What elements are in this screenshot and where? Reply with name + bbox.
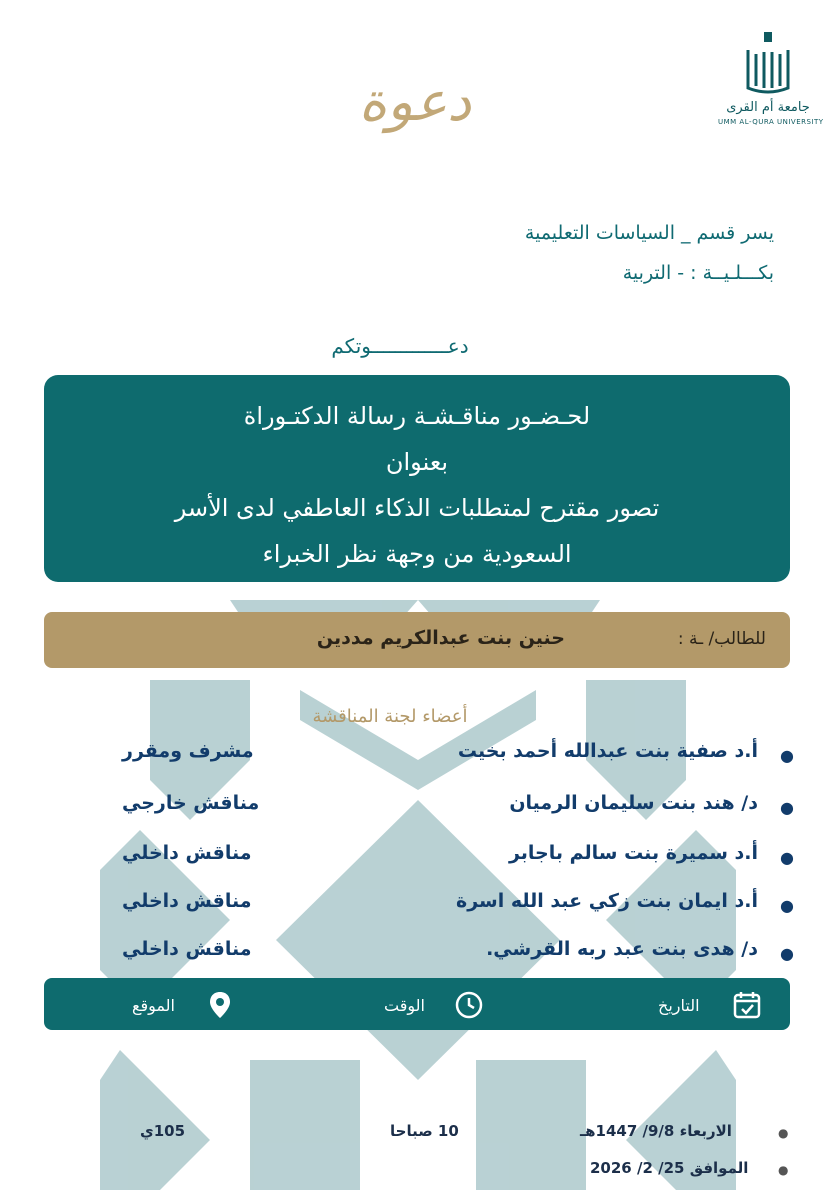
bullet-icon: ● (778, 1126, 789, 1140)
thesis-title-box (44, 375, 790, 582)
student-bar (44, 612, 790, 668)
logo-arabic-name: جامعة أم القرى (726, 100, 810, 115)
invitation-calligraphy: دعوة (358, 70, 472, 133)
student-label: للطالب/ ـة : (677, 629, 766, 649)
title-line-4: السعودية من وجهة نظر الخبراء (262, 540, 572, 568)
time-info (380, 990, 490, 1020)
university-logo (718, 30, 824, 130)
bullet-icon: ● (780, 746, 794, 765)
member-name: أ.د ايمان بنت زكي عبد الله اسرة (456, 890, 758, 912)
member-role: مناقش خارجي (122, 792, 260, 814)
member-role: مناقش داخلي (122, 890, 252, 912)
date-gregorian: الموافق 25/ 2/ 2026 (590, 1159, 749, 1177)
member-name: أ.د سميرة بنت سالم باجابر (508, 842, 758, 864)
member-role: مناقش داخلي (122, 938, 252, 960)
logo-english-name: UMM AL-QURA UNIVERSITY (718, 118, 824, 126)
clock-icon (454, 990, 484, 1020)
university-emblem-icon (718, 30, 818, 98)
member-name: د/ هند بنت سليمان الرميان (509, 792, 758, 814)
committee-member (60, 938, 800, 978)
title-line-3: تصور مقترح لمتطلبات الذكاء العاطفي لدى الأسر (174, 494, 660, 522)
bullet-icon: ● (778, 1163, 789, 1177)
member-role: مشرف ومقرر (122, 740, 254, 762)
date-hijri: الاربعاء 9/8/ 1447هـ (580, 1122, 732, 1140)
time-label: الوقت (384, 996, 425, 1015)
date-label: التاريخ (658, 996, 700, 1015)
location-info (128, 990, 248, 1020)
title-line-2: بعنوان (385, 448, 449, 476)
location-pin-icon (208, 990, 232, 1020)
bullet-icon: ● (780, 848, 794, 867)
calendar-icon (732, 990, 762, 1020)
location-label: الموقع (132, 996, 175, 1015)
location-value: 105ي (140, 1122, 186, 1140)
committee-title: أعضاء لجنة المناقشة (312, 706, 468, 727)
bullet-icon: ● (780, 944, 794, 963)
bullet-icon: ● (780, 798, 794, 817)
member-role: مناقش داخلي (122, 842, 252, 864)
bullet-icon: ● (780, 896, 794, 915)
student-name: حنين بنت عبدالكريم مددين (316, 627, 565, 649)
member-name: د/ هدى بنت عبد ربه القرشي. (486, 938, 758, 960)
college-line: بكـــلـيــة : - التربية (622, 262, 774, 284)
committee-member (60, 842, 800, 882)
invite-heading: دعـــــــــــــوتكم (331, 334, 469, 358)
title-line-1: لحـضـور مناقـشـة رسالة الدكتـوراة (243, 402, 591, 430)
committee-member (60, 740, 800, 780)
department-line: يسر قسم _ السياسات التعليمية (524, 222, 774, 244)
event-info-bar (44, 978, 790, 1030)
time-value: 10 صباحا (390, 1122, 459, 1140)
member-name: أ.د صفية بنت عبدالله أحمد بخيت (457, 740, 758, 762)
date-info (644, 990, 764, 1020)
committee-member (60, 890, 800, 930)
committee-member (60, 792, 800, 832)
